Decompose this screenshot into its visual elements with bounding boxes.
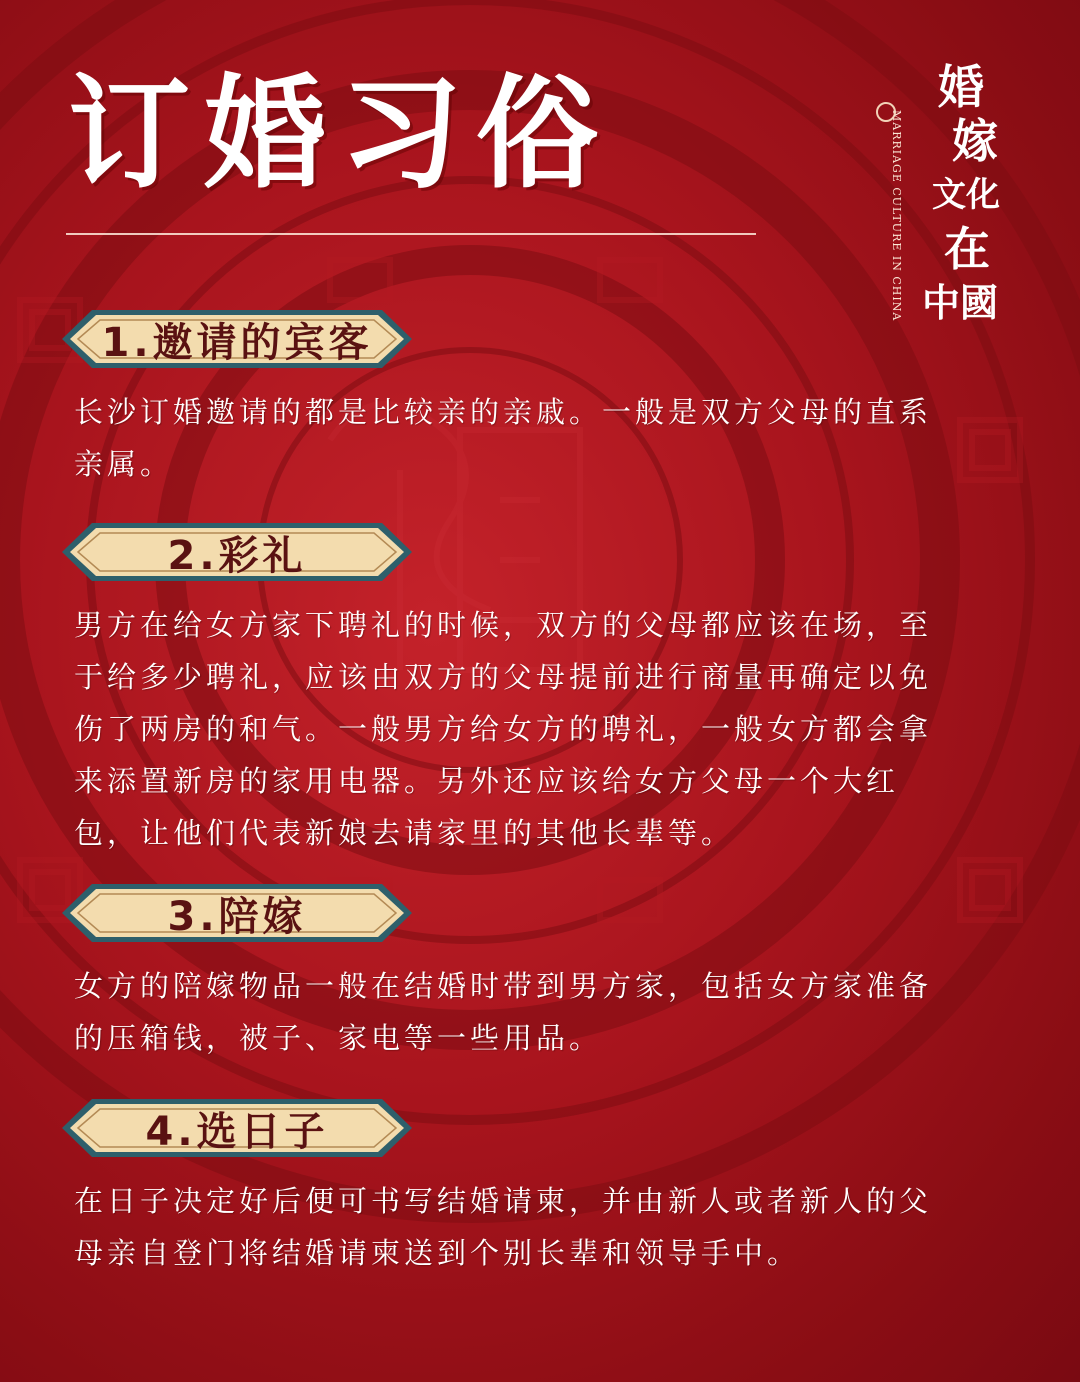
section-heading: 1.邀请的宾客 bbox=[101, 319, 373, 366]
page-title: 订婚习俗 bbox=[68, 61, 612, 205]
section-body: 女方的陪嫁物品一般在结婚时带到男方家，包括女方家准备的压箱钱，被子、家电等一些用品。 bbox=[74, 969, 933, 1055]
section-heading-badge bbox=[62, 306, 412, 372]
section-heading: 2.彩礼 bbox=[167, 532, 307, 579]
section-body: 在日子决定好后便可书写结婚请柬，并由新人或者新人的父母亲自登门将结婚请柬送到个别长辈和领导手中。 bbox=[74, 1184, 933, 1270]
brand-line: 嫁 bbox=[952, 114, 998, 168]
brand-line: 婚 bbox=[938, 60, 984, 114]
section-body: 长沙订婚邀请的都是比较亲的亲戚。一般是双方父母的直系亲属。 bbox=[74, 395, 933, 481]
section-dowry bbox=[62, 880, 1022, 1064]
section-invited-guests bbox=[62, 306, 1022, 490]
brand-line: 中國 bbox=[922, 280, 999, 325]
section-choose-date bbox=[62, 1095, 1022, 1279]
section-heading-badge bbox=[62, 880, 412, 946]
section-heading: 3.陪嫁 bbox=[167, 893, 307, 940]
section-heading: 4.选日子 bbox=[145, 1108, 329, 1155]
brand-title bbox=[922, 60, 1018, 330]
section-heading-badge bbox=[62, 519, 412, 585]
section-heading-badge bbox=[62, 1095, 412, 1161]
brand-line: 在 bbox=[944, 222, 990, 276]
brand-logo bbox=[868, 60, 1018, 340]
section-body: 男方在给女方家下聘礼的时候，双方的父母都应该在场，至于给多少聘礼，应该由双方的父母提前进行商量再确定以免伤了两房的和气。一般男方给女方的聘礼，一般女方都会拿来添置新房的家用电器。另外还应该给女方父母一个大红包，让他们代表新娘去请家里的其他长辈等。 bbox=[74, 608, 933, 850]
brand-line: 文化 bbox=[932, 175, 1000, 215]
title-divider bbox=[66, 233, 756, 235]
brand-subtitle: MARRIAGE CULTURE IN CHINA bbox=[890, 110, 903, 322]
section-betrothal-gifts bbox=[62, 519, 1022, 859]
